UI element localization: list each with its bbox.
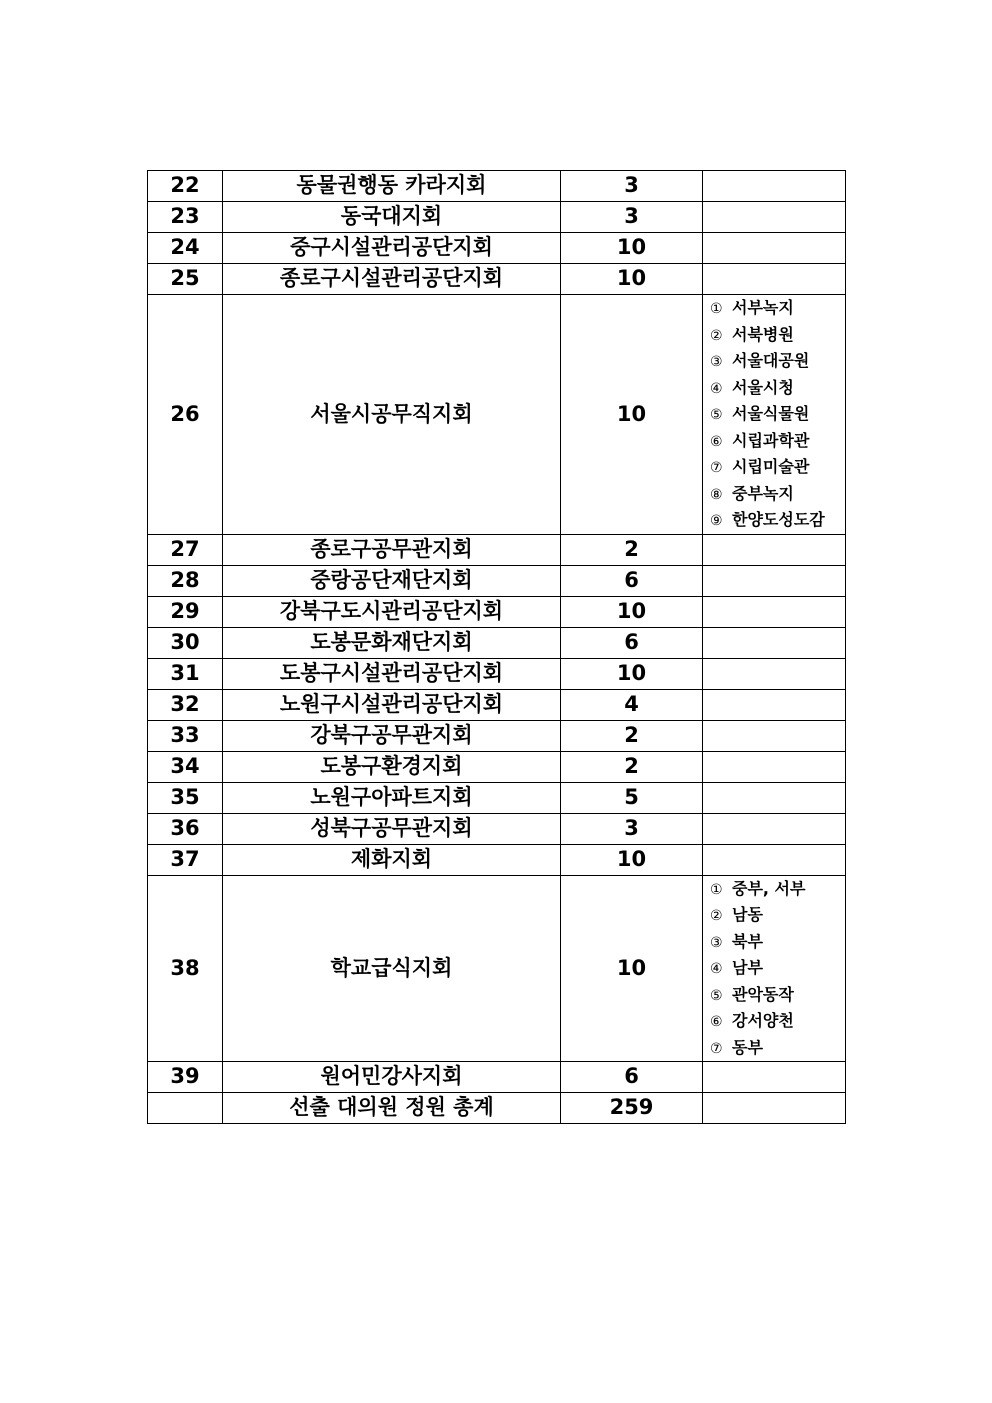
row-number: 38 (148, 875, 223, 1062)
delegate-count: 10 (561, 264, 703, 295)
branch-notes (703, 720, 846, 751)
sub-branch-label: 서울시청 (732, 377, 794, 397)
total-count: 259 (561, 1093, 703, 1124)
row-number: 22 (148, 171, 223, 202)
table-row (148, 596, 846, 627)
sub-branch-label: 관악동작 (732, 984, 794, 1004)
table-row (148, 264, 846, 295)
table-row (148, 751, 846, 782)
sub-branch-item (710, 322, 845, 349)
row-number: 26 (148, 295, 223, 535)
delegate-count: 3 (561, 202, 703, 233)
delegate-count: 10 (561, 596, 703, 627)
table-row (148, 295, 846, 535)
sub-branch-item (710, 902, 845, 929)
delegate-allocation-table (147, 170, 846, 1124)
total-row (148, 1093, 846, 1124)
total-label: 선출 대의원 정원 총계 (223, 1093, 561, 1124)
branch-notes (703, 233, 846, 264)
sub-branch-item (710, 982, 845, 1009)
sub-branch-label: 중부녹지 (732, 483, 794, 503)
sub-branch-item (710, 1008, 845, 1035)
row-number: 23 (148, 202, 223, 233)
list-marker: ③ (710, 934, 723, 951)
branch-name: 노원구시설관리공단지회 (223, 689, 561, 720)
table-row (148, 565, 846, 596)
sub-branch-item (710, 428, 845, 455)
sub-branch-item (710, 876, 845, 903)
sub-branch-label: 한양도성도감 (732, 510, 825, 529)
list-marker: ④ (710, 961, 723, 977)
row-number: 27 (148, 534, 223, 565)
list-marker: ⑦ (710, 1040, 723, 1057)
sub-branch-item (710, 481, 845, 508)
branch-name: 동물권행동 카라지회 (223, 171, 561, 202)
branch-name: 도봉구환경지회 (223, 751, 561, 782)
list-marker: ⑦ (710, 460, 723, 476)
table-row (148, 1062, 846, 1093)
sub-branch-label: 동부 (732, 1037, 763, 1057)
row-number: 25 (148, 264, 223, 295)
list-marker: ⑤ (710, 407, 723, 423)
branch-notes (703, 1093, 846, 1124)
branch-notes (703, 782, 846, 813)
delegate-count: 10 (561, 875, 703, 1062)
sub-branch-item (710, 454, 845, 481)
sub-branch-label: 중부, 서부 (732, 878, 806, 898)
branch-name: 중구시설관리공단지회 (223, 233, 561, 264)
table-row (148, 534, 846, 565)
branch-notes (703, 202, 846, 233)
list-marker: ④ (710, 380, 723, 397)
branch-name: 도봉문화재단지회 (223, 627, 561, 658)
row-number: 29 (148, 596, 223, 627)
delegate-count: 10 (561, 295, 703, 535)
delegate-count: 2 (561, 751, 703, 782)
branch-name: 학교급식지회 (223, 875, 561, 1062)
table-row (148, 875, 846, 1062)
list-marker: ② (710, 327, 723, 344)
delegate-count: 4 (561, 689, 703, 720)
sub-branch-label: 남부 (732, 958, 763, 977)
table-row (148, 171, 846, 202)
branch-name: 중랑공단재단지회 (223, 565, 561, 596)
list-marker: ⑧ (710, 486, 723, 503)
sub-branch-label: 서울대공원 (732, 351, 810, 370)
branch-name: 도봉구시설관리공단지회 (223, 658, 561, 689)
row-number: 24 (148, 233, 223, 264)
delegate-count: 2 (561, 534, 703, 565)
branch-name: 강북구공무관지회 (223, 720, 561, 751)
table-row (148, 782, 846, 813)
list-marker: ② (710, 908, 723, 924)
list-marker: ① (710, 301, 723, 317)
list-marker: ⑥ (710, 1014, 723, 1030)
delegate-count: 6 (561, 627, 703, 658)
row-number (148, 1093, 223, 1124)
row-number: 30 (148, 627, 223, 658)
sub-branch-label: 서북병원 (732, 324, 794, 344)
branch-notes (703, 689, 846, 720)
branch-notes (703, 295, 846, 535)
sub-branch-item (710, 955, 845, 982)
delegate-count: 3 (561, 813, 703, 844)
row-number: 32 (148, 689, 223, 720)
sub-branch-item (710, 401, 845, 428)
sub-branch-item (710, 1035, 845, 1062)
list-marker: ① (710, 881, 723, 898)
branch-notes (703, 844, 846, 875)
sub-branch-label: 서부녹지 (732, 298, 794, 317)
row-number: 36 (148, 813, 223, 844)
row-number: 37 (148, 844, 223, 875)
table-row (148, 627, 846, 658)
list-marker: ⑨ (710, 513, 723, 529)
branch-notes (703, 596, 846, 627)
sub-branch-label: 북부 (732, 931, 763, 951)
sub-branch-label: 강서양천 (732, 1011, 794, 1030)
table-row (148, 844, 846, 875)
branch-name: 노원구아파트지회 (223, 782, 561, 813)
branch-notes (703, 875, 846, 1062)
branch-name: 강북구도시관리공단지회 (223, 596, 561, 627)
branch-notes (703, 813, 846, 844)
delegate-count: 2 (561, 720, 703, 751)
list-marker: ⑤ (710, 987, 723, 1004)
row-number: 33 (148, 720, 223, 751)
sub-branch-label: 시립미술관 (732, 457, 810, 476)
row-number: 34 (148, 751, 223, 782)
branch-name: 종로구공무관지회 (223, 534, 561, 565)
branch-name: 동국대지회 (223, 202, 561, 233)
sub-branch-item (710, 295, 845, 322)
row-number: 31 (148, 658, 223, 689)
delegate-count: 6 (561, 1062, 703, 1093)
delegate-count: 10 (561, 233, 703, 264)
sub-branch-item (710, 375, 845, 402)
sub-branch-label: 시립과학관 (732, 430, 810, 450)
branch-name: 성북구공무관지회 (223, 813, 561, 844)
table-row (148, 689, 846, 720)
branch-notes (703, 1062, 846, 1093)
sub-branch-label: 서울식물원 (732, 404, 810, 423)
table-row (148, 233, 846, 264)
branch-name: 서울시공무직지회 (223, 295, 561, 535)
row-number: 28 (148, 565, 223, 596)
list-marker: ⑥ (710, 433, 723, 450)
delegate-count: 5 (561, 782, 703, 813)
sub-branch-item (710, 348, 845, 375)
row-number: 35 (148, 782, 223, 813)
delegate-count: 6 (561, 565, 703, 596)
delegate-count: 10 (561, 844, 703, 875)
branch-notes (703, 658, 846, 689)
branch-name: 제화지회 (223, 844, 561, 875)
row-number: 39 (148, 1062, 223, 1093)
table-row (148, 658, 846, 689)
branch-notes (703, 627, 846, 658)
branch-name: 원어민강사지회 (223, 1062, 561, 1093)
table-row (148, 202, 846, 233)
branch-notes (703, 534, 846, 565)
table-row (148, 720, 846, 751)
sub-branch-item (710, 507, 845, 534)
branch-notes (703, 264, 846, 295)
sub-branch-item (710, 929, 845, 956)
branch-notes (703, 171, 846, 202)
table-body (148, 171, 846, 1124)
sub-branch-label: 남동 (732, 905, 763, 924)
delegate-count: 10 (561, 658, 703, 689)
delegate-count: 3 (561, 171, 703, 202)
list-marker: ③ (710, 354, 723, 370)
branch-notes (703, 565, 846, 596)
branch-name: 종로구시설관리공단지회 (223, 264, 561, 295)
branch-notes (703, 751, 846, 782)
table-row (148, 813, 846, 844)
